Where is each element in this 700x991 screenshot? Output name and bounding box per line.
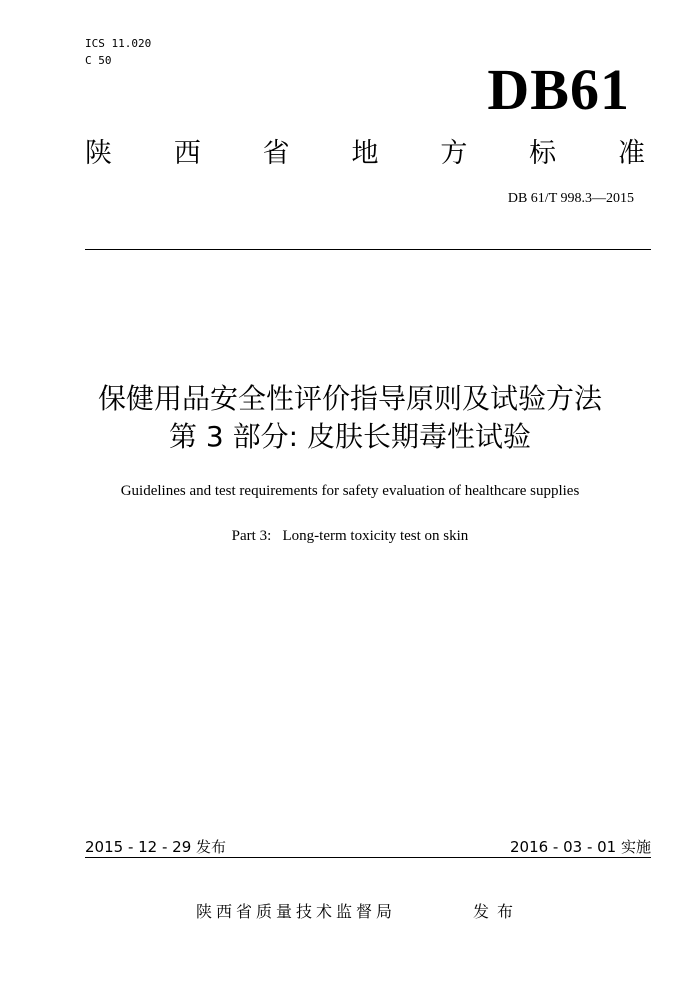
standard-type-char: 方 xyxy=(440,138,468,169)
ics-code: ICS 11.020 xyxy=(85,37,152,50)
title-english-line1: Guidelines and test requirements for safety evaluation of healthcare supplies xyxy=(120,483,580,499)
bottom-divider xyxy=(85,857,651,858)
standard-type-char: 省 xyxy=(262,138,290,169)
title-chinese-line1: 保健用品安全性评价指导原则及试验方法 xyxy=(97,382,602,415)
publish-label: 发布 xyxy=(473,902,522,921)
db61-logo: DB61 xyxy=(487,57,630,122)
standard-type-char: 地 xyxy=(351,138,379,169)
title-chinese-line2: 第 3 部分: 皮肤长期毒性试验 xyxy=(169,420,531,453)
publisher-name: 陕西省质量技术监督局 xyxy=(196,902,397,921)
implementation-date: 2016 - 03 - 01 实施 xyxy=(509,838,651,856)
standard-type-char: 标 xyxy=(529,138,557,169)
standard-type-char: 准 xyxy=(617,138,645,169)
title-english-line2: Part 3: Long-term toxicity test on skin xyxy=(231,528,469,544)
standard-type-heading xyxy=(85,136,645,172)
standard-number: DB 61/T 998.3—2015 xyxy=(507,191,634,206)
issue-date: 2015 - 12 - 29 发布 xyxy=(85,838,227,856)
standard-type-char: 西 xyxy=(173,138,201,169)
top-divider xyxy=(85,249,651,250)
standard-type-char: 陕 xyxy=(85,138,112,169)
ccs-code: C 50 xyxy=(85,54,112,67)
